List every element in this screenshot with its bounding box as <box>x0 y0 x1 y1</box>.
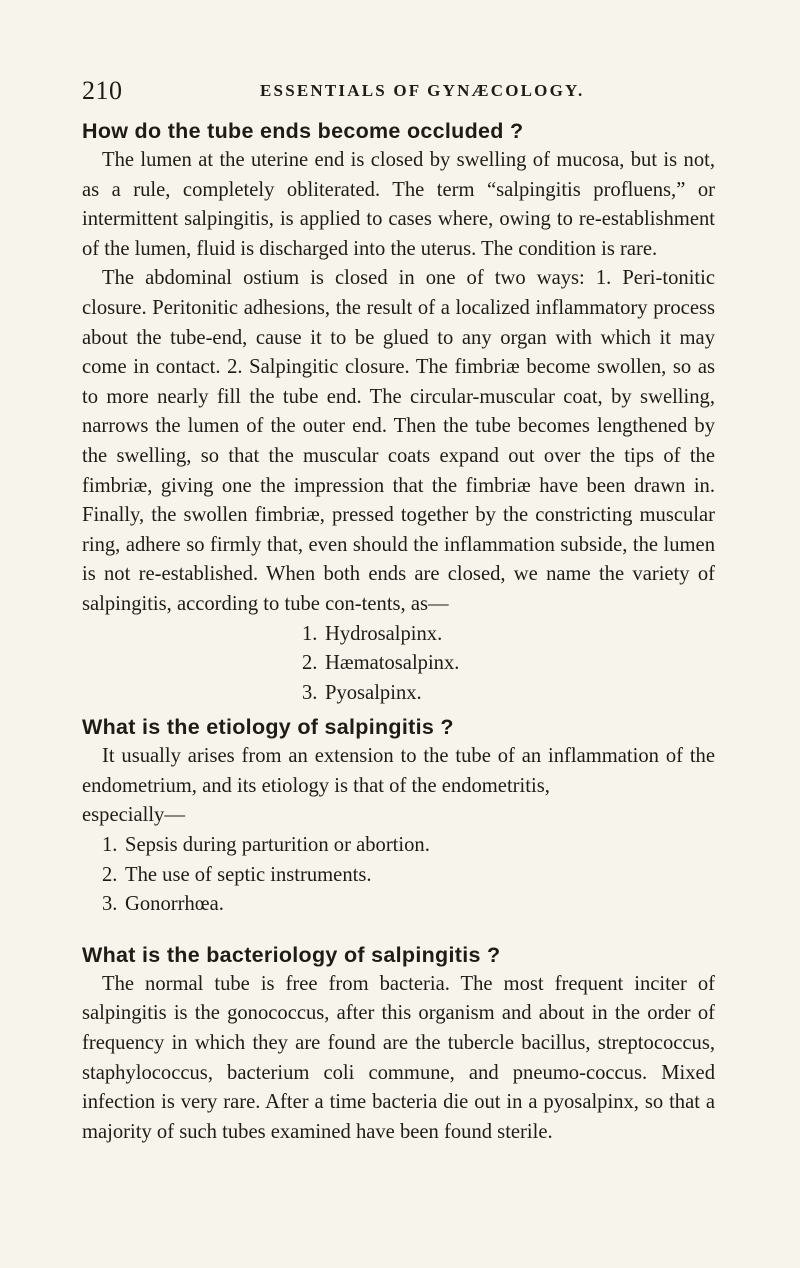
paragraph: It usually arises from an extension to the tube of an inflammation of the endometrium, and its etiology is that of the endometritis, <box>82 745 715 797</box>
page-number: 210 <box>82 76 123 105</box>
paragraph: The lumen at the uterine end is closed by swelling of mucosa, but is not, as a rule, completely obliterated. The term “salpingitis profluens,” or intermittent salpingitis, is applied to cases where, owing to re-establishment of the lumen, fluid is discharged into the uterus. The condition is rare. <box>82 149 715 260</box>
running-head <box>82 76 712 106</box>
list-item: 3. Pyosalpinx. <box>302 681 422 704</box>
tube-contents-list <box>82 620 715 709</box>
list-item: 2. Hæmatosalpinx. <box>302 652 460 675</box>
etiology-list <box>82 831 715 920</box>
list-item: 1. Hydrosalpinx. <box>302 622 443 645</box>
list-item: 2. The use of septic instruments. <box>102 863 372 886</box>
paragraph: The abdominal ostium is closed in one of two ways: 1. Peri-tonitic closure. Peritonitic adhesions, the result of a localized inflammatory process about the tube-end, cause it to be glued to any organ with which it may come in contact. 2. Salpingitic closure. The fimbriæ become swollen, so as to more nearly fill the tube end. The circular-muscular coat, by swelling, narrows the lumen of the outer end. Then the tube becomes lengthened by the swelling, so that the muscular coats expand out over the tips of the fimbriæ, giving one the impression that the fimbriæ have been drawn in. Finally, the swollen fimbriæ, pressed together by the constricting muscular ring, adhere so firmly that, even should the inflammation subside, the lumen is not re-established. When both ends are closed, we name the variety of salpingitis, according to tube con-tents, as— <box>82 267 715 615</box>
page-body <box>82 116 715 1147</box>
list-item: 3. Gonorrhœa. <box>102 893 224 916</box>
list-item: 1. Sepsis during parturition or abortion. <box>102 834 430 857</box>
paragraph: The normal tube is free from bacteria. The most frequent inciter of salpingitis is the gonococcus, after this organism and about in the order of frequency in which they are found are the tubercle bacillus, streptococcus, staphylococcus, bacterium coli commune, and pneumo-coccus. Mixed infection is very rare. After a time bacteria die out in a pyosalpinx, so that a majority of such tubes examined have been found sterile. <box>82 972 715 1143</box>
running-title: ESSENTIALS OF GYNÆCOLOGY. <box>260 81 585 100</box>
question-heading-occlusion: How do the tube ends become occluded ? <box>82 119 524 143</box>
question-heading-bacteriology: What is the bacteriology of salpingitis ? <box>82 942 501 967</box>
paragraph-lead-in: especially— <box>82 804 185 827</box>
question-heading-etiology: What is the etiology of salpingitis ? <box>82 715 454 740</box>
